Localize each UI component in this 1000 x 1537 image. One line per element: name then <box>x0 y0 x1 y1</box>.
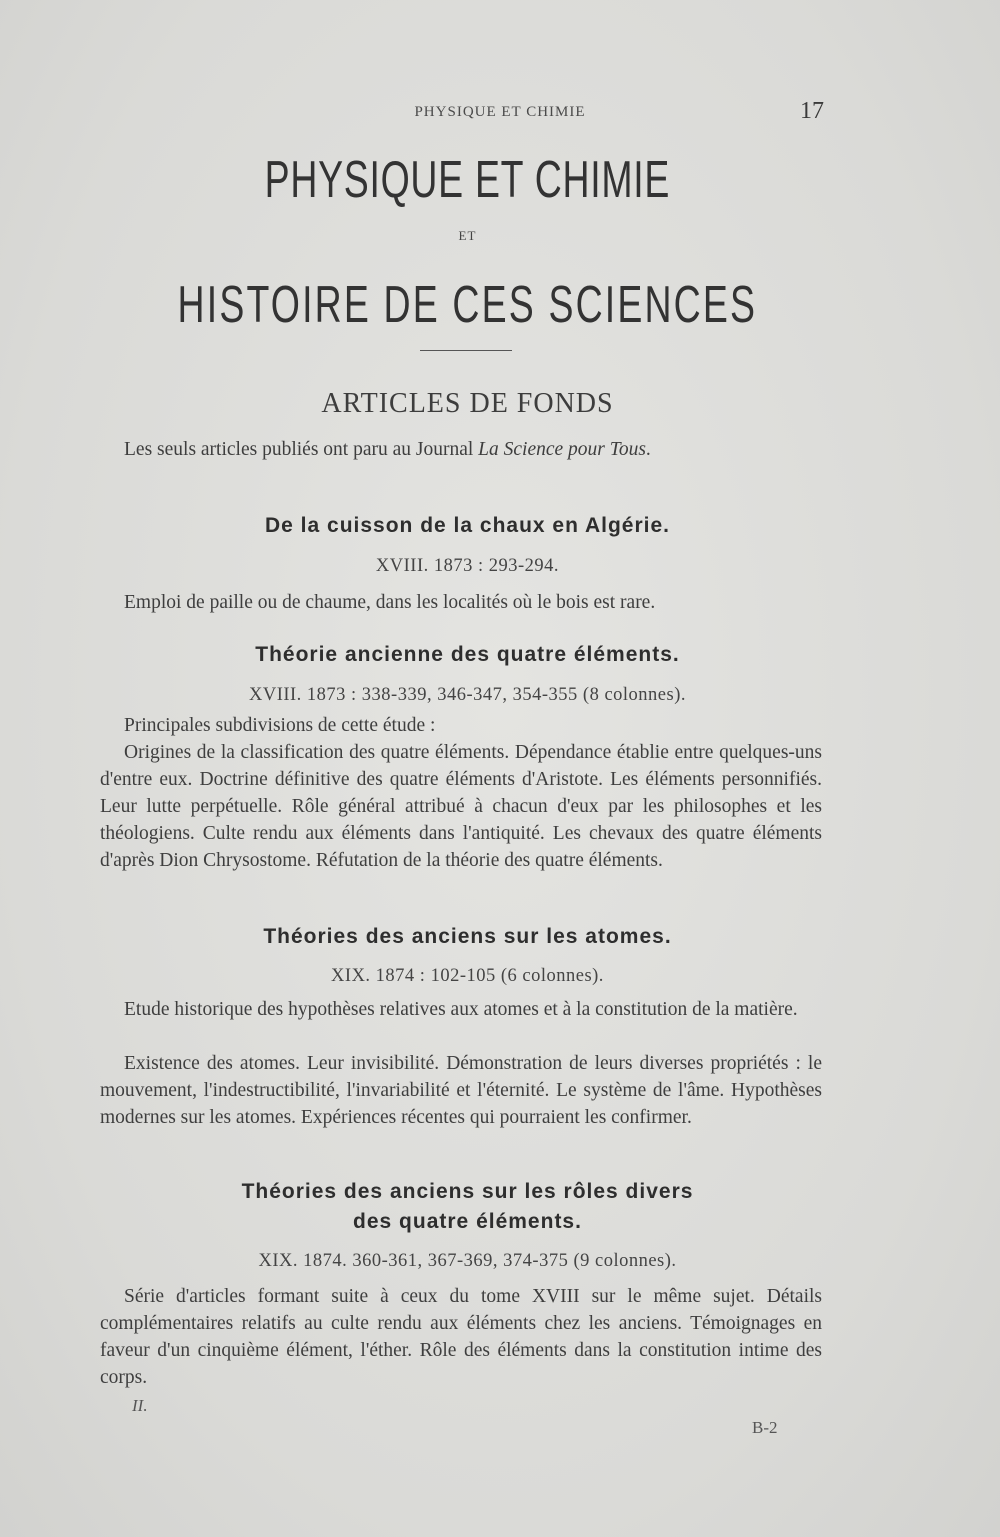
section-title: ARTICLES DE FONDS <box>321 388 614 419</box>
entry-paragraph <box>100 712 822 739</box>
intro-paragraph <box>100 436 822 463</box>
entry-paragraph-text: Etude historique des hypothèses relatives aux atomes et à la constitution de la matière. <box>124 999 798 1020</box>
entry-title: Théorie ancienne des quatre éléments. <box>255 643 680 666</box>
main-title-line1: PHYSIQUE ET CHIMIE <box>264 151 671 209</box>
entry-paragraph-text: Principales subdivisions de cette étude : <box>124 715 436 736</box>
entry-paragraph-text: Série d'articles formant suite à ceux du tome XVIII sur le même sujet. Détails complémentaires relatifs au culte rendu aux éléments chez les anciens. Témoignages en faveur d'un cinquième élément, l'éther. Rôle des éléments dans la constitution intime des corps. <box>100 1286 822 1388</box>
entry-paragraph-text: Emploi de paille ou de chaume, dans les localités où le bois est rare. <box>124 592 656 613</box>
journal-name: La Science pour Tous <box>478 439 646 460</box>
running-head: PHYSIQUE ET CHIMIE <box>414 104 586 120</box>
entry-title-line2: des quatre éléments. <box>353 1210 582 1233</box>
main-title-line2: HISTOIRE DE CES SCIENCES <box>177 276 758 334</box>
title-connector: ET <box>458 228 477 243</box>
entry-title: Théories des anciens sur les atomes. <box>263 925 672 948</box>
entry-reference: XVIII. 1873 : 293-294. <box>375 556 560 576</box>
entry-title-line1: Théories des anciens sur les rôles divers <box>241 1180 694 1203</box>
entry-paragraph <box>100 739 822 874</box>
entry-reference: XVIII. 1873 : 338-339, 346-347, 354-355 (8 colonnes). <box>248 685 687 705</box>
intro-text: Les seuls articles publiés ont paru au Journal <box>124 439 474 460</box>
entry-reference: XIX. 1874 : 102-105 (6 colonnes). <box>331 966 604 986</box>
sheet-code: B-2 <box>752 1418 778 1437</box>
signature-mark: II. <box>132 1396 148 1415</box>
entry-paragraph <box>100 1050 822 1131</box>
intro-end: . <box>645 439 651 460</box>
entry-paragraph <box>100 1283 822 1391</box>
entry-reference: XIX. 1874. 360-361, 367-369, 374-375 (9 colonnes). <box>258 1251 677 1271</box>
entry-paragraph <box>100 589 822 616</box>
entry-paragraph-text: Existence des atomes. Leur invisibilité. Démonstration de leurs diverses propriétés : le mouvement, l'indestructibilité, l'invariabilité et l'éternité. Le système de l'âme. Hypothèses modernes sur les atomes. Expériences récentes qui pourraient les confirmer. <box>100 1053 822 1128</box>
entry-paragraph-text: Origines de la classification des quatre éléments. Dépendance établie entre quelques-uns d'entre eux. Doctrine définitive des quatre éléments d'Aristote. Les éléments personnifiés. Leur lutte perpétuelle. Rôle général attribué à chacun d'eux par les philosophes et les théologiens. Culte rendu aux éléments dans l'antiquité. Les chevaux des quatre éléments d'après Dion Chrysostome. Réfutation de la théorie des quatre éléments. <box>100 742 822 871</box>
title-divider <box>420 350 512 351</box>
page-number: 17 <box>800 98 824 124</box>
entry-title: De la cuisson de la chaux en Algérie. <box>264 514 671 537</box>
entry-paragraph <box>100 996 822 1023</box>
